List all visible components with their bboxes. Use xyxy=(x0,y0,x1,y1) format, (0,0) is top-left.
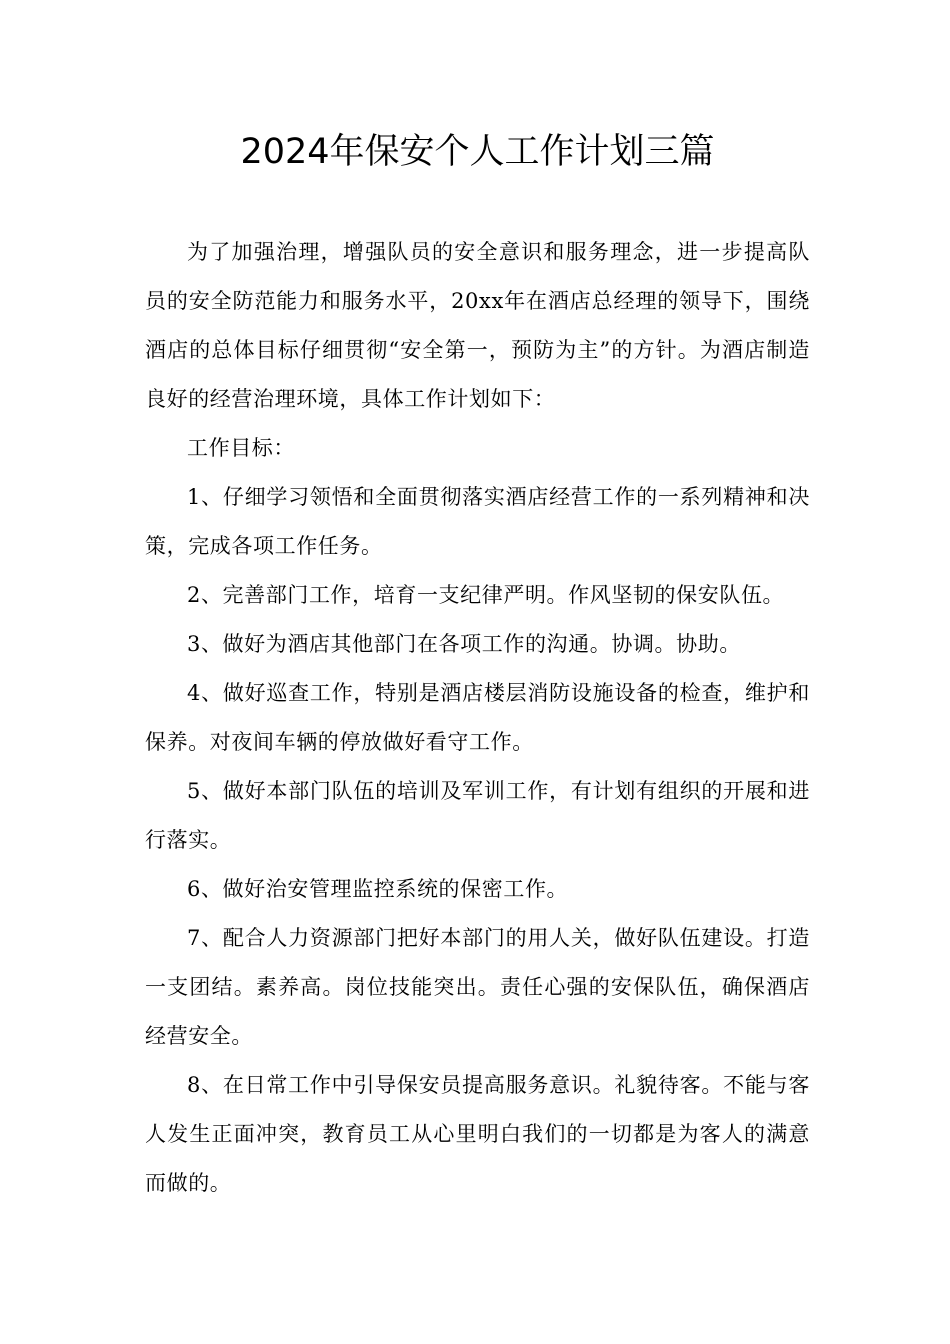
paragraph-item-6: 6、做好治安管理监控系统的保密工作。 xyxy=(187,877,569,901)
paragraph-goals-heading: 工作目标： xyxy=(187,436,295,460)
paragraph-item-1: 1、仔细学习领悟和全面贯彻落实酒店经营工作的一系列精神和决策，完成各项工作任务。 xyxy=(145,485,810,558)
paragraph-item-7: 7、配合人力资源部门把好本部门的用人关，做好队伍建设。打造一支团结。素养高。岗位技能突出。责任心强的安保队伍，确保酒店经营安全。 xyxy=(145,926,810,1048)
paragraph-item-3: 3、做好为酒店其他部门在各项工作的沟通。协调。协助。 xyxy=(187,632,741,656)
paragraph-item-4: 4、做好巡查工作，特别是酒店楼层消防设施设备的检查，维护和保养。对夜间车辆的停放做好看守工作。 xyxy=(145,681,810,754)
document-page xyxy=(145,0,810,1344)
paragraph-intro: 为了加强治理，增强队员的安全意识和服务理念，进一步提高队员的安全防范能力和服务水平，20xx年在酒店总经理的领导下，围绕酒店的总体目标仔细贯彻“安全第一，预防为主”的方针。为酒店制造良好的经营治理环境，具体工作计划如下： xyxy=(145,240,810,411)
paragraph-item-8: 8、在日常工作中引导保安员提高服务意识。礼貌待客。不能与客人发生正面冲突，教育员工从心里明白我们的一切都是为客人的满意而做的。 xyxy=(145,1073,810,1195)
document-body xyxy=(145,228,810,1208)
paragraph-item-2: 2、完善部门工作，培育一支纪律严明。作风坚韧的保安队伍。 xyxy=(187,583,785,607)
document-title: 2024年保安个人工作计划三篇 xyxy=(240,132,715,172)
paragraph-item-5: 5、做好本部门队伍的培训及军训工作，有计划有组织的开展和进行落实。 xyxy=(145,779,810,852)
